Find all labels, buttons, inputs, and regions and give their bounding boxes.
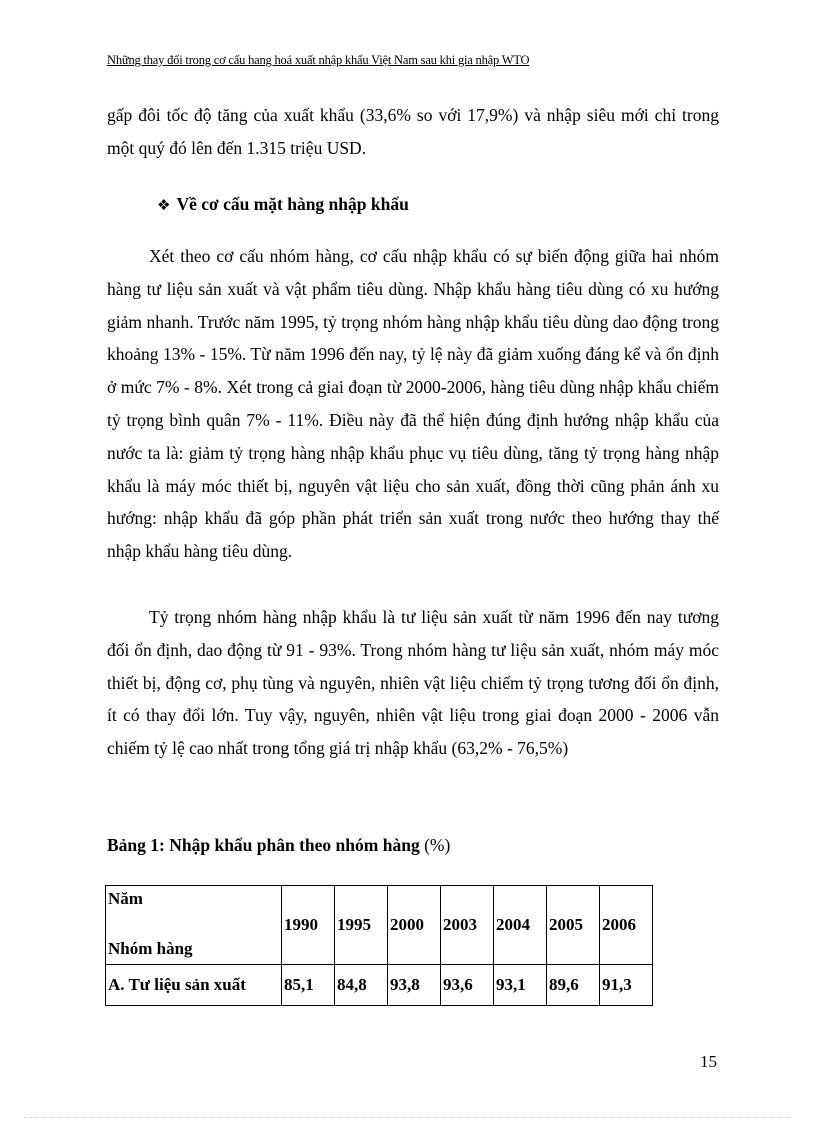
table-header-row [106, 886, 653, 965]
table-cell: 89,6 [547, 965, 600, 1006]
table-row [106, 965, 653, 1006]
table-cell: 93,6 [441, 965, 494, 1006]
section-heading-text: Về cơ cấu mặt hàng nhập khẩu [176, 194, 409, 214]
year-header: 2005 [547, 886, 600, 965]
year-header: 2003 [441, 886, 494, 965]
table-caption [107, 830, 450, 860]
table-corner-cell [106, 886, 282, 965]
table-caption-title: Bảng 1: Nhập khẩu phân theo nhóm hàng [107, 835, 420, 855]
year-header: 1990 [282, 886, 335, 965]
table-cell: 93,1 [494, 965, 547, 1006]
year-header: 1995 [335, 886, 388, 965]
year-header: 2004 [494, 886, 547, 965]
year-header: 2000 [388, 886, 441, 965]
table-caption-unit: (%) [419, 835, 451, 855]
corner-year-label: Năm [108, 889, 143, 908]
paragraph-production-goods: Tỷ trọng nhóm hàng nhập khẩu là tư liệu sản xuất từ năm 1996 đến nay tương đối ổn định, dao động từ 91 - 93%. Trong nhóm hàng tư liệu sản xuất, nhóm máy móc thiết bị, động cơ, phụ tùng và nguyên, nhiên vật liệu chiếm tỷ trọng tương đối ổn định, ít có thay đổi lớn. Tuy vậy, nguyên, nhiên vật liệu trong giai đoạn 2000 - 2006 vẫn chiếm tỷ lệ cao nhất trong tổng giá trị nhập khẩu (63,2% - 76,5%) [107, 607, 719, 759]
year-header: 2006 [600, 886, 653, 965]
running-header: Những thay đổi trong cơ cấu hang hoá xuất nhập khẩu Việt Nam sau khi gia nhập WTO [107, 53, 530, 67]
paragraph-consumer-goods: Xét theo cơ cấu nhóm hàng, cơ cấu nhập khẩu có sự biến động giữa hai nhóm hàng tư liệu sản xuất và vật phẩm tiêu dùng. Nhập khẩu hàng tiêu dùng có xu hướng giảm nhanh. Trước năm 1995, tỷ trọng nhóm hàng nhập khẩu tiêu dùng dao động trong khoảng 13% - 15%. Từ năm 1996 đến nay, tỷ lệ này đã giảm xuống đáng kể và ổn định ở mức 7% - 8%. Xét trong cả giai đoạn từ 2000-2006, hàng tiêu dùng nhập khẩu chiếm tỷ trọng bình quân 7% - 11%. Điều này đã thể hiện đúng định hướng nhập khẩu của nước ta là: giảm tỷ trọng hàng nhập khẩu phục vụ tiêu dùng, tăng tỷ trọng hàng nhập khẩu là máy móc thiết bị, nguyên vật liệu cho sản xuất, đồng thời cũng phản ánh xu hướng: nhập khẩu đã góp phần phát triển sản xuất trong nước theo hướng thay thế nhập khẩu hàng tiêu dùng. [107, 246, 719, 562]
page-bottom-divider [24, 1117, 792, 1118]
corner-group-label: Nhóm hàng [108, 939, 193, 958]
page-number: 15 [700, 1052, 717, 1071]
diamond-bullet-icon: ❖ [157, 196, 171, 214]
table-cell: 91,3 [600, 965, 653, 1006]
table-cell: 93,8 [388, 965, 441, 1006]
section-heading [157, 188, 409, 221]
table-cell: 85,1 [282, 965, 335, 1006]
table-cell: 84,8 [335, 965, 388, 1006]
import-table [105, 885, 653, 1006]
paragraph-continuation: gấp đôi tốc độ tăng của xuất khẩu (33,6% so với 17,9%) và nhập siêu mới chỉ trong một quý đó lên đến 1.315 triệu USD. [107, 105, 719, 158]
row-label: A. Tư liệu sản xuất [106, 965, 282, 1006]
